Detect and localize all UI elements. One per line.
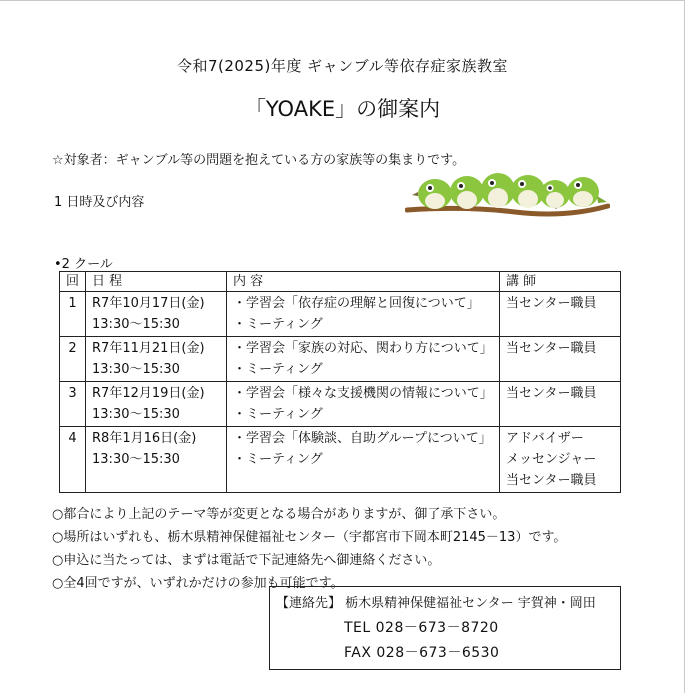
content-study: ・学習会「様々な支援機関の情報について」 <box>233 386 493 401</box>
session-datetime <box>86 337 227 382</box>
bird-4-icon <box>511 175 545 208</box>
session-number: 3 <box>60 382 86 427</box>
session-content <box>227 292 500 337</box>
notes-list <box>52 503 566 595</box>
session-datetime <box>86 292 227 337</box>
instructor-name: 当センター職員 <box>506 341 597 356</box>
contact-fax: FAX 028－673－6530 <box>344 645 500 661</box>
note-item: ○都合により上記のテーマ等が変更となる場合がありますが、御了承下さい。 <box>52 507 506 522</box>
table-row <box>60 427 621 493</box>
note-item: ○申込に当たっては、まずは電話で下記連絡先へ御連絡ください。 <box>52 553 441 568</box>
table-row <box>60 382 621 427</box>
schedule-header-row <box>60 272 621 292</box>
table-row <box>60 337 621 382</box>
session-time: 13:30～15:30 <box>92 452 180 467</box>
section-heading: 1 日時及び内容 <box>54 195 145 210</box>
instructor-staff: 当センター職員 <box>506 473 597 488</box>
session-datetime <box>86 382 227 427</box>
session-date: R7年11月21日(金) <box>92 341 205 356</box>
content-study: ・学習会「家族の対応、関わり方について」 <box>233 341 493 356</box>
instructor-messenger: メッセンジャー <box>506 452 597 467</box>
session-date: R7年12月19日(金) <box>92 386 205 401</box>
session-datetime <box>86 427 227 493</box>
header-number: 回 <box>60 272 86 292</box>
instructor-advisor: アドバイザー <box>506 431 584 446</box>
content-meeting: ・ミーティング <box>233 362 323 377</box>
content-study: ・学習会「依存症の理解と回復について」 <box>233 296 480 311</box>
header-content: 内 容 <box>227 272 500 292</box>
contact-heading: 【連絡先】 栃木県精神保健福祉センター 宇賀神・岡田 <box>276 596 596 611</box>
schedule-table <box>59 271 621 493</box>
contact-box <box>269 586 621 670</box>
session-content <box>227 382 500 427</box>
instructor-name: 当センター職員 <box>506 296 597 311</box>
session-instructor <box>500 382 621 427</box>
session-time: 13:30～15:30 <box>92 317 180 332</box>
note-item: ○場所はいずれも、栃木県精神保健福祉センター（宇都宮市下岡本町2145－13）です。 <box>52 530 567 545</box>
course-label: •2 クール <box>54 257 113 272</box>
header-date: 日 程 <box>86 272 227 292</box>
header-instructor: 講 師 <box>500 272 621 292</box>
session-instructor <box>500 292 621 337</box>
session-instructor <box>500 427 621 493</box>
content-meeting: ・ミーティング <box>233 407 323 422</box>
session-number: 1 <box>60 292 86 337</box>
birds-on-branch-icon <box>405 168 610 230</box>
session-content <box>227 337 500 382</box>
contact-tel: TEL 028－673－8720 <box>344 620 499 636</box>
bird-6-icon <box>567 177 607 207</box>
bird-5-icon <box>540 180 570 208</box>
bird-3-icon <box>481 173 515 208</box>
target-audience-line: ☆対象者：ギャンブル等の問題を抱えている方の家族等の集まりです。 <box>52 153 466 168</box>
note-item: ○全4回ですが、いずれかだけの参加も可能です。 <box>52 576 344 591</box>
session-date: R8年1月16日(金) <box>92 431 197 446</box>
session-time: 13:30～15:30 <box>92 362 180 377</box>
page-title: 「YOAKE」の御案内 <box>244 97 441 121</box>
table-row <box>60 292 621 337</box>
page-top-border <box>0 0 685 1</box>
content-study: ・学習会「体験談、自助グループについて」 <box>233 431 492 446</box>
content-meeting: ・ミーティング <box>233 317 323 332</box>
content-meeting: ・ミーティング <box>233 452 323 467</box>
session-instructor <box>500 337 621 382</box>
bird-2-icon <box>450 176 484 209</box>
session-number: 4 <box>60 427 86 493</box>
session-number: 2 <box>60 337 86 382</box>
bird-1-icon <box>412 179 452 209</box>
session-content <box>227 427 500 493</box>
session-date: R7年10月17日(金) <box>92 296 205 311</box>
instructor-name: 当センター職員 <box>506 386 597 401</box>
event-subtitle: 令和7(2025)年度 ギャンブル等依存症家族教室 <box>176 57 509 75</box>
session-time: 13:30～15:30 <box>92 407 180 422</box>
